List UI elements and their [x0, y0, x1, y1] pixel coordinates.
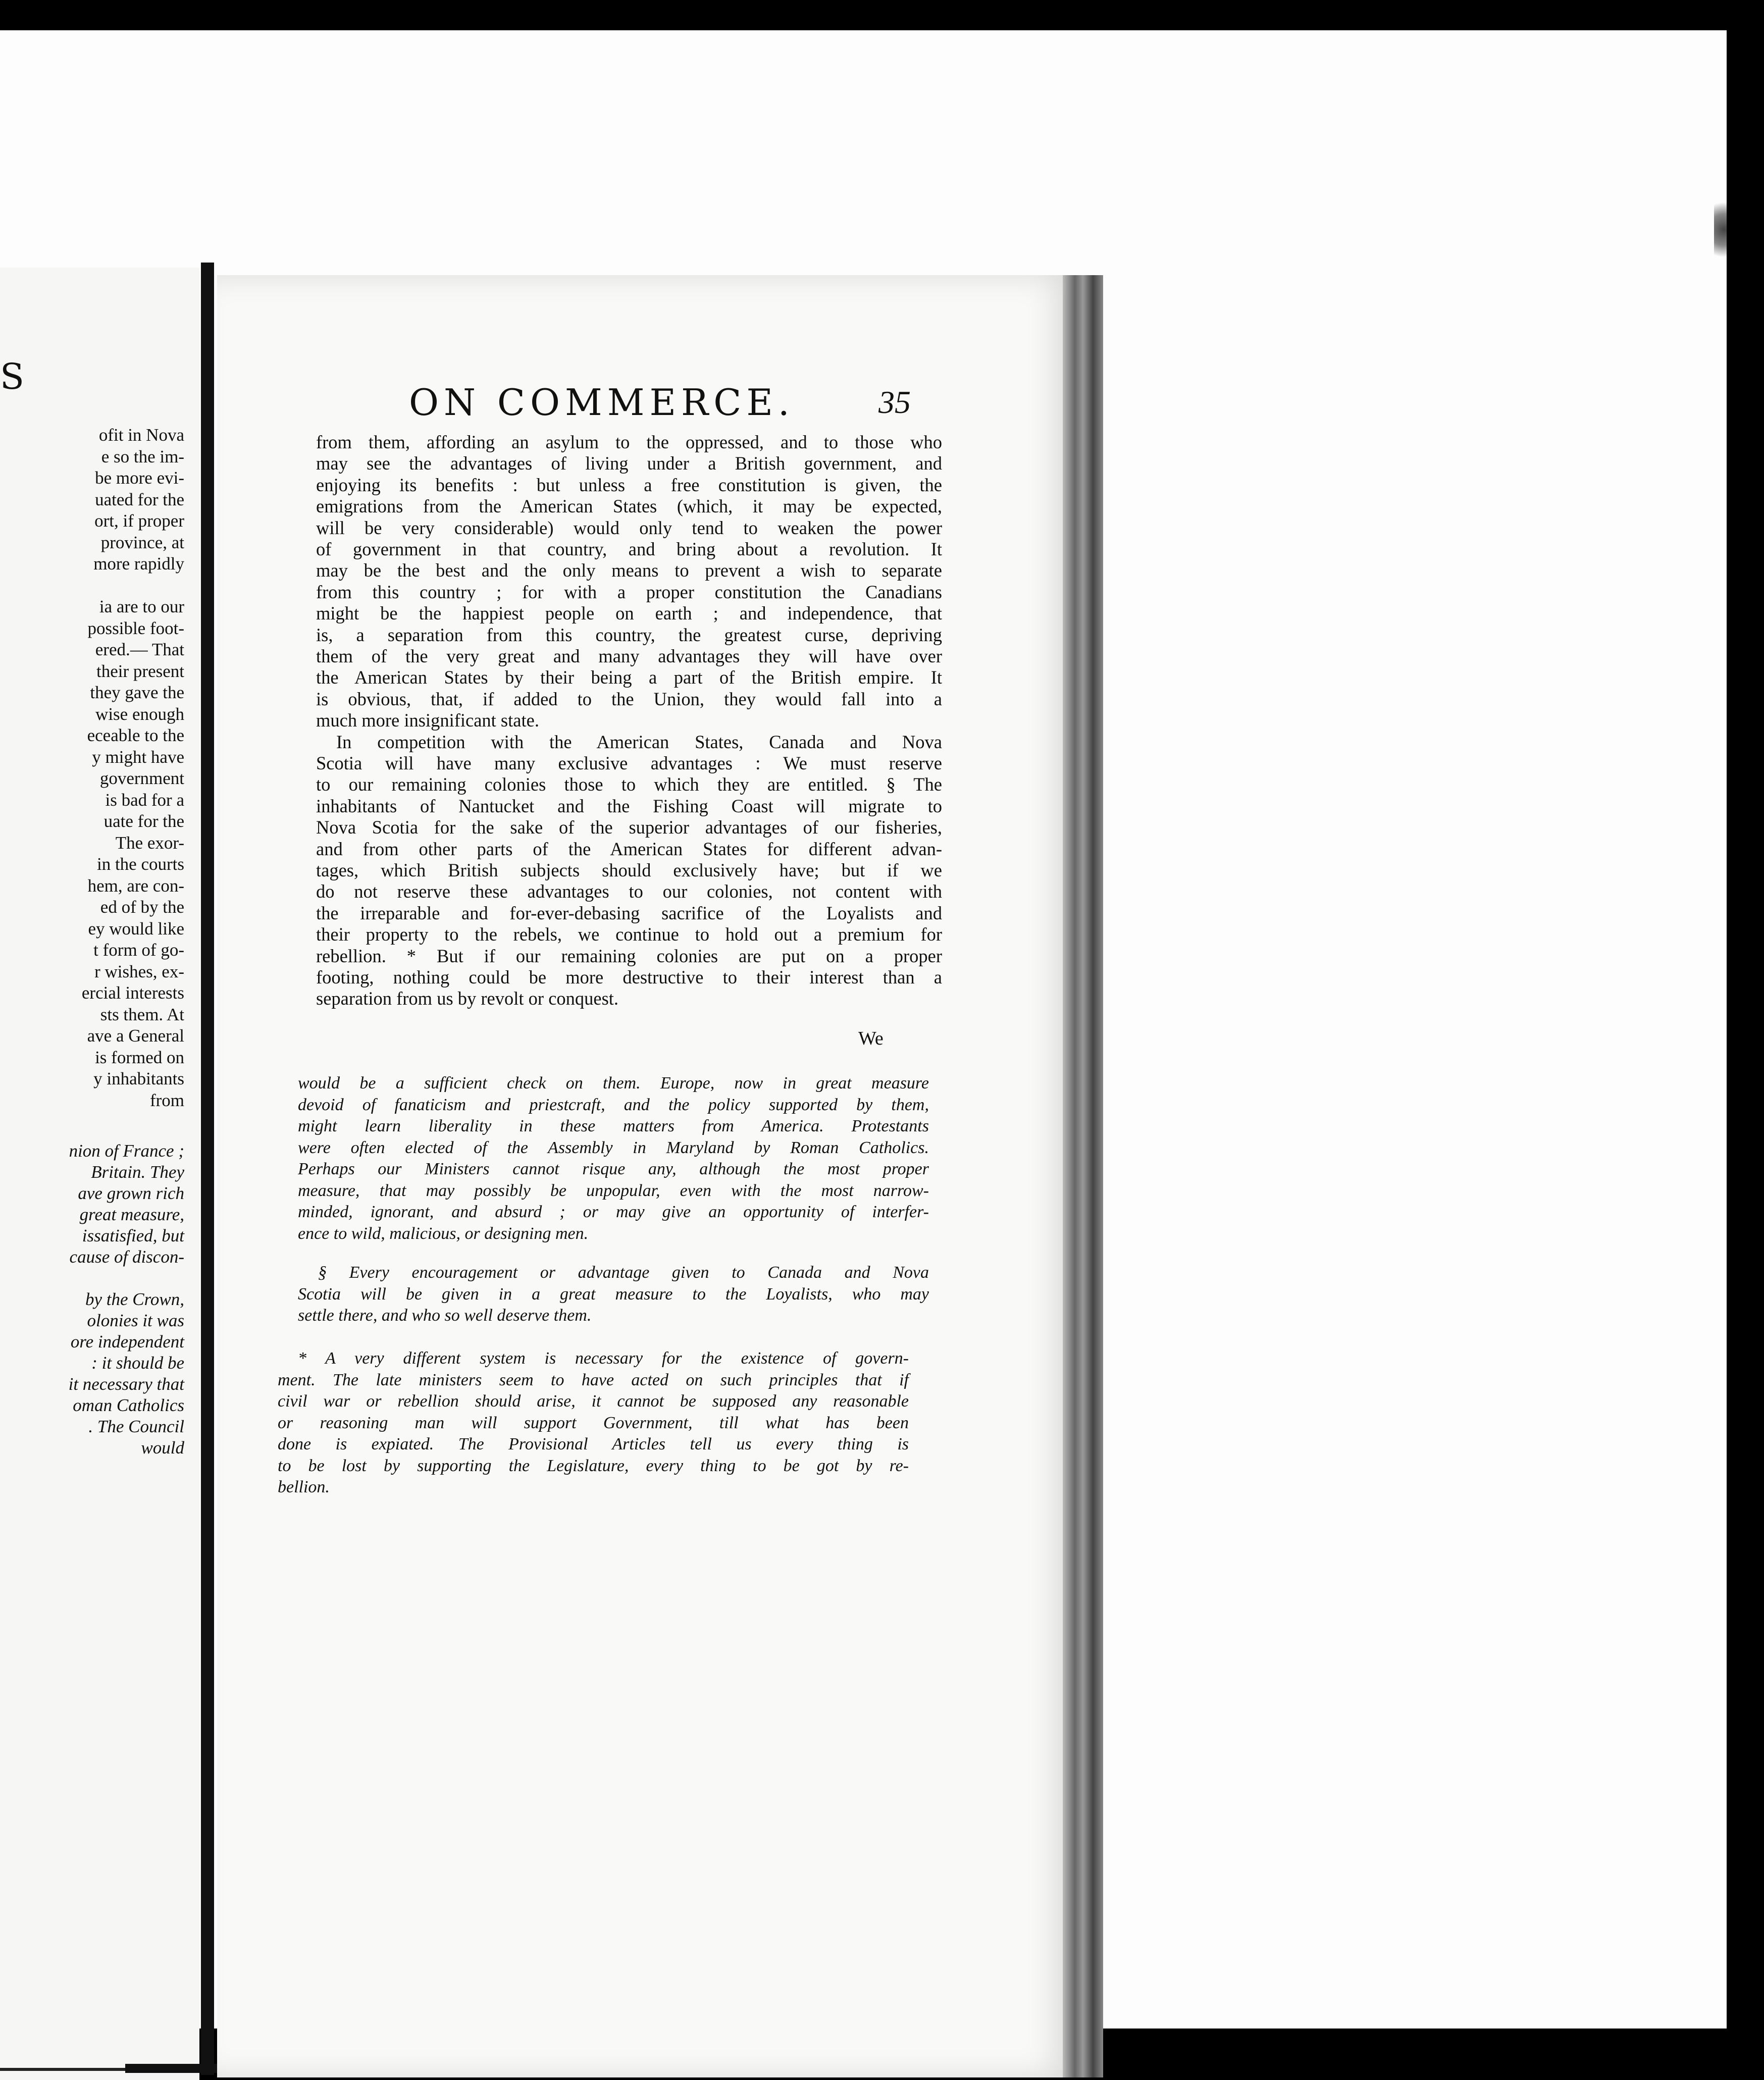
- footnote-line: § Every encouragement or advantage given to Canada and Nova: [318, 1263, 929, 1282]
- left-page-title-fragment: S: [0, 356, 27, 397]
- body-line: is, a separation from this country, the greatest curse, depriving: [316, 624, 942, 645]
- body-line: is obvious, that, if added to the Union, they would fall into a: [316, 688, 942, 709]
- left-page-line: sts them. At: [100, 1004, 184, 1024]
- left-page-line: ered.— That: [95, 640, 184, 659]
- catchword: We: [858, 1028, 884, 1049]
- left-page-line: r wishes, ex-: [94, 961, 184, 981]
- footnote-line: done is expiated. The Provisional Articles tell us every thing is: [278, 1435, 909, 1453]
- left-page-line: ed of by the: [100, 897, 184, 917]
- left-page-line: is bad for a: [105, 790, 184, 810]
- left-page-line: they gave the: [90, 683, 184, 702]
- left-page-line: ercial interests: [81, 983, 184, 1003]
- footnote-line: measure, that may possibly be unpopular, even with the most narrow-: [298, 1181, 929, 1200]
- page-fore-edge: [1063, 275, 1103, 2077]
- left-page-line: e so the im-: [101, 446, 184, 466]
- footnote-line: bellion.: [278, 1478, 330, 1496]
- footnote-line: settle there, and who so well deserve them.: [298, 1306, 592, 1325]
- footnote-line: devoid of fanaticism and priestcraft, and the policy supported by them,: [298, 1095, 929, 1114]
- footnote-line: Scotia will be given in a great measure to the Loyalists, who may: [298, 1284, 929, 1304]
- left-page-line: wise enough: [95, 704, 184, 724]
- body-line: and from other parts of the American States for different advan-: [316, 838, 942, 859]
- left-page-line: y might have: [92, 747, 184, 767]
- page-number: 35: [878, 384, 911, 420]
- left-page-line: more rapidly: [93, 554, 184, 574]
- body-line: rebellion. * But if our remaining colonies are put on a proper: [316, 945, 942, 966]
- book-gutter: [201, 263, 214, 2075]
- left-page-line: eceable to the: [87, 725, 184, 745]
- footnote-line: or reasoning man will support Government, till what has been: [278, 1413, 909, 1432]
- body-line: may be the best and the only means to prevent a wish to separate: [316, 560, 942, 581]
- body-line: may see the advantages of living under a British government, and: [316, 453, 942, 474]
- footnote-line: civil war or rebellion should arise, it cannot be supposed any reasonable: [278, 1392, 909, 1411]
- left-footnote-line: would: [141, 1438, 184, 1458]
- left-footnote-line: . The Council: [88, 1417, 184, 1436]
- left-page-line: possible foot-: [87, 618, 184, 638]
- body-line: tages, which British subjects should exclusively have; but if we: [316, 860, 942, 880]
- footnote-line: minded, ignorant, and absurd ; or may give an opportunity of interfer-: [298, 1203, 929, 1221]
- left-page-line: from: [149, 1090, 184, 1110]
- body-line: them of the very great and many advantages they will have over: [316, 646, 942, 666]
- footnote-line: were often elected of the Assembly in Maryland by Roman Catholics.: [298, 1138, 929, 1157]
- scanner-frame-top: [0, 0, 1764, 30]
- left-footnote-line: issatisfied, but: [82, 1226, 184, 1245]
- left-footnote-line: by the Crown,: [85, 1289, 184, 1309]
- body-line: Nova Scotia for the sake of the superior advantages of our fisheries,: [316, 817, 942, 838]
- left-page-line: y inhabitants: [93, 1069, 184, 1088]
- left-page-line: The exor-: [115, 833, 184, 853]
- right-page: [217, 275, 1075, 2077]
- left-page-line: ofit in Nova: [98, 425, 184, 445]
- left-page-line: government: [99, 768, 184, 788]
- body-line: the American States by their being a part of the British empire. It: [316, 667, 942, 688]
- body-line: much more insignificant state.: [316, 710, 539, 731]
- body-line: footing, nothing could be more destructive to their interest than a: [316, 967, 942, 987]
- footnote-line: Perhaps our Ministers cannot risque any, although the most proper: [298, 1160, 929, 1178]
- left-page-line: is formed on: [95, 1047, 184, 1067]
- left-page-line: their present: [96, 661, 184, 681]
- body-line: to our remaining colonies those to which they are entitled. § The: [316, 774, 942, 795]
- left-page-line: in the courts: [96, 854, 184, 874]
- left-page-line: uate for the: [103, 811, 184, 831]
- body-line: of government in that country, and bring about a revolution. It: [316, 539, 942, 559]
- footnote-line: would be a sufficient check on them. Europe, now in great measure: [298, 1074, 929, 1093]
- left-footnote-line: : it should be: [91, 1353, 184, 1373]
- body-line: emigrations from the American States (which, it may be expected,: [316, 496, 942, 517]
- left-page-line: t form of go-: [93, 940, 184, 960]
- footnote-line: ence to wild, malicious, or designing men.: [298, 1224, 589, 1243]
- left-footnote-line: great measure,: [79, 1205, 184, 1224]
- left-page-line: ey would like: [88, 918, 184, 939]
- left-footnote-line: ave grown rich: [78, 1183, 184, 1203]
- left-footnote-line: nion of France ;: [69, 1141, 184, 1161]
- left-footnote-line: it necessary that: [68, 1374, 184, 1394]
- left-footnote-line: ore independent: [70, 1332, 184, 1351]
- footnote-line: to be lost by supporting the Legislature, every thing to be got by re-: [278, 1456, 909, 1475]
- left-footnote-line: cause of discon-: [69, 1247, 184, 1267]
- left-page-line: ave a General: [87, 1026, 184, 1046]
- body-line: might be the happiest people on earth ; and independence, that: [316, 603, 942, 624]
- left-footnote-line: olonies it was: [87, 1311, 184, 1330]
- left-page-line: province, at: [100, 532, 184, 552]
- left-footnote-line: oman Catholics: [73, 1395, 184, 1415]
- body-line: In competition with the American States, Canada and Nova: [336, 731, 942, 752]
- body-line: from them, affording an asylum to the oppressed, and to those who: [316, 432, 942, 452]
- body-line: separation from us by revolt or conquest.: [316, 988, 619, 1009]
- left-page-line: uated for the: [95, 489, 184, 509]
- left-page-line: be more evi-: [95, 468, 184, 488]
- scanner-frame-right: [1727, 0, 1764, 2048]
- body-line: their property to the rebels, we continue to hold out a premium for: [316, 924, 942, 945]
- body-line: the irreparable and for-ever-debasing sacrifice of the Loyalists and: [316, 902, 942, 923]
- body-line: Scotia will have many exclusive advantages : We must reserve: [316, 753, 942, 773]
- left-footnote-line: Britain. They: [91, 1162, 184, 1182]
- running-header: ON COMMERCE.: [409, 381, 795, 424]
- left-page-line: hem, are con-: [87, 875, 184, 896]
- body-line: inhabitants of Nantucket and the Fishing Coast will migrate to: [316, 795, 942, 816]
- left-page-fragment: [0, 268, 199, 2080]
- footnote-line: * A very different system is necessary for the existence of govern-: [298, 1349, 909, 1368]
- footnote-line: might learn liberality in these matters from America. Protestants: [298, 1117, 929, 1135]
- footnote-line: ment. The late ministers seem to have acted on such principles that if: [278, 1370, 909, 1389]
- body-line: will be very considerable) would only tend to weaken the power: [316, 517, 942, 538]
- body-line: from this country ; for with a proper constitution the Canadians: [316, 581, 942, 602]
- left-page-line: ia are to our: [99, 597, 184, 616]
- body-line: enjoying its benefits : but unless a free constitution is given, the: [316, 474, 942, 495]
- body-line: do not reserve these advantages to our colonies, not content with: [316, 881, 942, 902]
- left-page-line: ort, if proper: [94, 511, 184, 531]
